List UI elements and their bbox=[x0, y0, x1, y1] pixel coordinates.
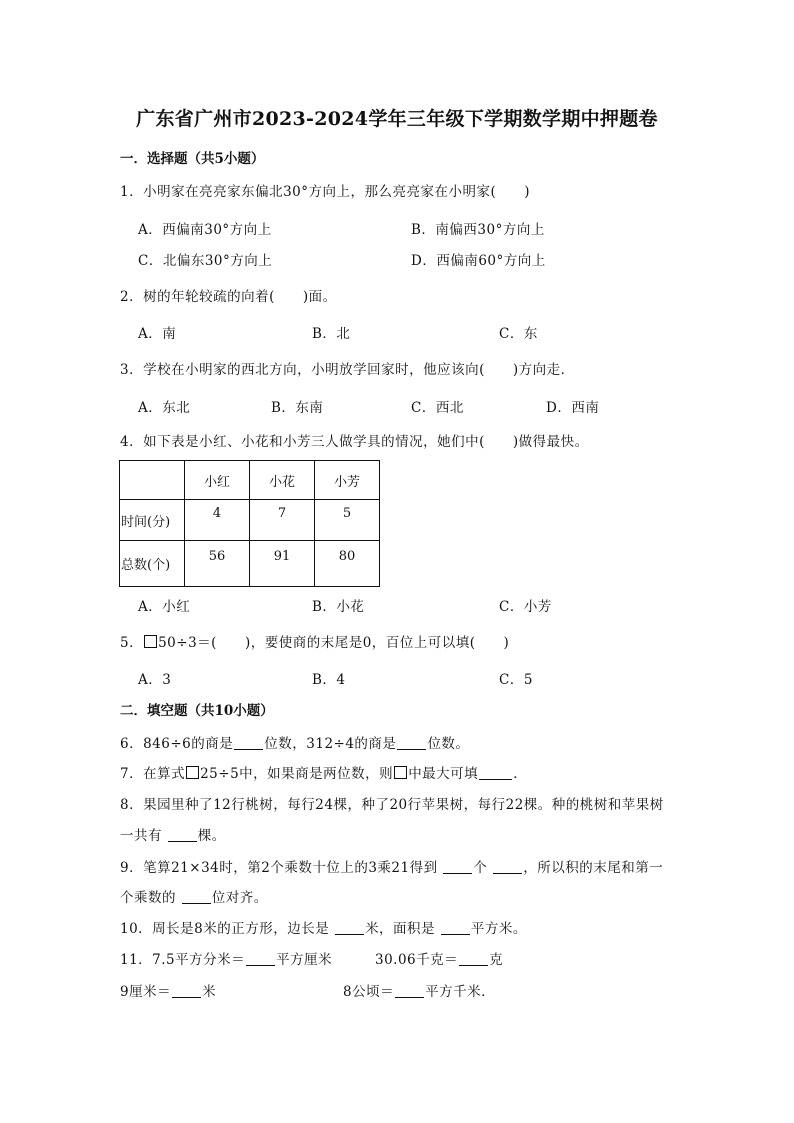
section-heading-fill: 二．填空题（共10小题） bbox=[120, 703, 274, 719]
q2-option-c: C．东 bbox=[499, 326, 538, 342]
answer-blank[interactable] bbox=[493, 859, 522, 874]
table-row-label: 时间(分) bbox=[120, 500, 185, 541]
question-2: 2．树的年轮较疏的向着( )面。 bbox=[120, 289, 337, 305]
question-11-b: 30.06千克＝ 克 bbox=[375, 952, 504, 968]
blank-square bbox=[144, 635, 157, 648]
table-cell: 91 bbox=[250, 541, 315, 587]
question-11-a: 11．7.5平方分米＝ 平方厘米 bbox=[120, 952, 333, 968]
data-table bbox=[119, 460, 380, 587]
answer-blank[interactable] bbox=[182, 889, 211, 904]
question-9: 9．笔算21×34时，第2个乘数十位上的3乘21得到 个 ，所以积的末尾和第一 bbox=[120, 860, 664, 876]
table-header-cell bbox=[120, 461, 185, 500]
table-row bbox=[120, 500, 380, 541]
table-cell: 7 bbox=[250, 500, 315, 541]
q2-option-b: B．北 bbox=[312, 326, 351, 342]
table-header-cell: 小红 bbox=[185, 461, 250, 500]
table-cell: 56 bbox=[185, 541, 250, 587]
question-5: 5． 50÷3＝( )，要使商的末尾是0，百位上可以填( ) bbox=[120, 635, 510, 651]
answer-blank[interactable] bbox=[168, 827, 197, 842]
q4-option-c: C．小芳 bbox=[499, 599, 552, 615]
page-title: 广东省广州市2023-2024学年三年级下学期数学期中押题卷 bbox=[136, 108, 658, 130]
question-4: 4．如下表是小红、小花和小芳三人做学具的情况，她们中( )做得最快。 bbox=[120, 434, 589, 450]
answer-blank[interactable] bbox=[479, 765, 512, 780]
answer-blank[interactable] bbox=[395, 983, 424, 998]
question-1: 1．小明家在亮亮家东偏北30°方向上，那么亮亮家在小明家( ) bbox=[120, 184, 531, 200]
question-8-line-2: 一共有 棵。 bbox=[120, 828, 226, 844]
question-11-d: 8公顷＝ 平方千米． bbox=[343, 984, 496, 1000]
answer-blank[interactable] bbox=[459, 951, 488, 966]
table-cell: 80 bbox=[315, 541, 380, 587]
answer-blank[interactable] bbox=[397, 735, 426, 750]
table-row bbox=[120, 541, 380, 587]
table-cell: 4 bbox=[185, 500, 250, 541]
question-6: 6．846÷6的商是 位数，312÷4的商是 位数。 bbox=[120, 736, 470, 752]
answer-blank[interactable] bbox=[172, 983, 201, 998]
question-3: 3．学校在小明家的西北方向，小明放学回家时，他应该向( )方向走． bbox=[120, 362, 575, 378]
q3-option-a: A．东北 bbox=[138, 400, 191, 416]
answer-blank[interactable] bbox=[443, 859, 472, 874]
q3-option-b: B．东南 bbox=[271, 400, 324, 416]
answer-blank[interactable] bbox=[441, 920, 470, 935]
q1-option-d: D．西偏南60°方向上 bbox=[411, 253, 546, 269]
q1-option-a: A．西偏南30°方向上 bbox=[138, 222, 272, 238]
q3-option-c: C．西北 bbox=[411, 400, 464, 416]
question-10: 10．周长是8米的正方形，边长是 米，面积是 平方米。 bbox=[120, 921, 527, 937]
question-9-line-2: 个乘数的 位对齐。 bbox=[120, 890, 268, 906]
q1-option-c: C．北偏东30°方向上 bbox=[138, 253, 273, 269]
table-header-cell: 小花 bbox=[250, 461, 315, 500]
question-11-c: 9厘米＝ 米 bbox=[120, 984, 217, 1000]
table-cell: 5 bbox=[315, 500, 380, 541]
q1-option-b: B．南偏西30°方向上 bbox=[411, 222, 545, 238]
question-7: 7．在算式 25÷5中，如果商是两位数，则 中最大可填 ． bbox=[120, 766, 528, 782]
q2-option-a: A．南 bbox=[138, 326, 177, 342]
section-heading-choice: 一．选择题（共5小题） bbox=[120, 151, 265, 167]
q5-option-a: A．3 bbox=[138, 672, 172, 688]
blank-square bbox=[394, 766, 407, 779]
blank-square bbox=[186, 766, 199, 779]
answer-blank[interactable] bbox=[246, 951, 275, 966]
table-header-cell: 小芳 bbox=[315, 461, 380, 500]
question-8: 8．果园里种了12行桃树，每行24棵，种了20行苹果树，每行22棵。种的桃树和苹果树 bbox=[120, 797, 664, 813]
q4-option-b: B．小花 bbox=[312, 599, 365, 615]
answer-blank[interactable] bbox=[335, 920, 364, 935]
q4-option-a: A．小红 bbox=[138, 599, 191, 615]
q5-option-c: C．5 bbox=[499, 672, 533, 688]
answer-blank[interactable] bbox=[234, 735, 263, 750]
table-row-label: 总数(个) bbox=[120, 541, 185, 587]
q5-option-b: B．4 bbox=[312, 672, 346, 688]
q3-option-d: D．西南 bbox=[546, 400, 600, 416]
table-header-row bbox=[120, 461, 380, 500]
